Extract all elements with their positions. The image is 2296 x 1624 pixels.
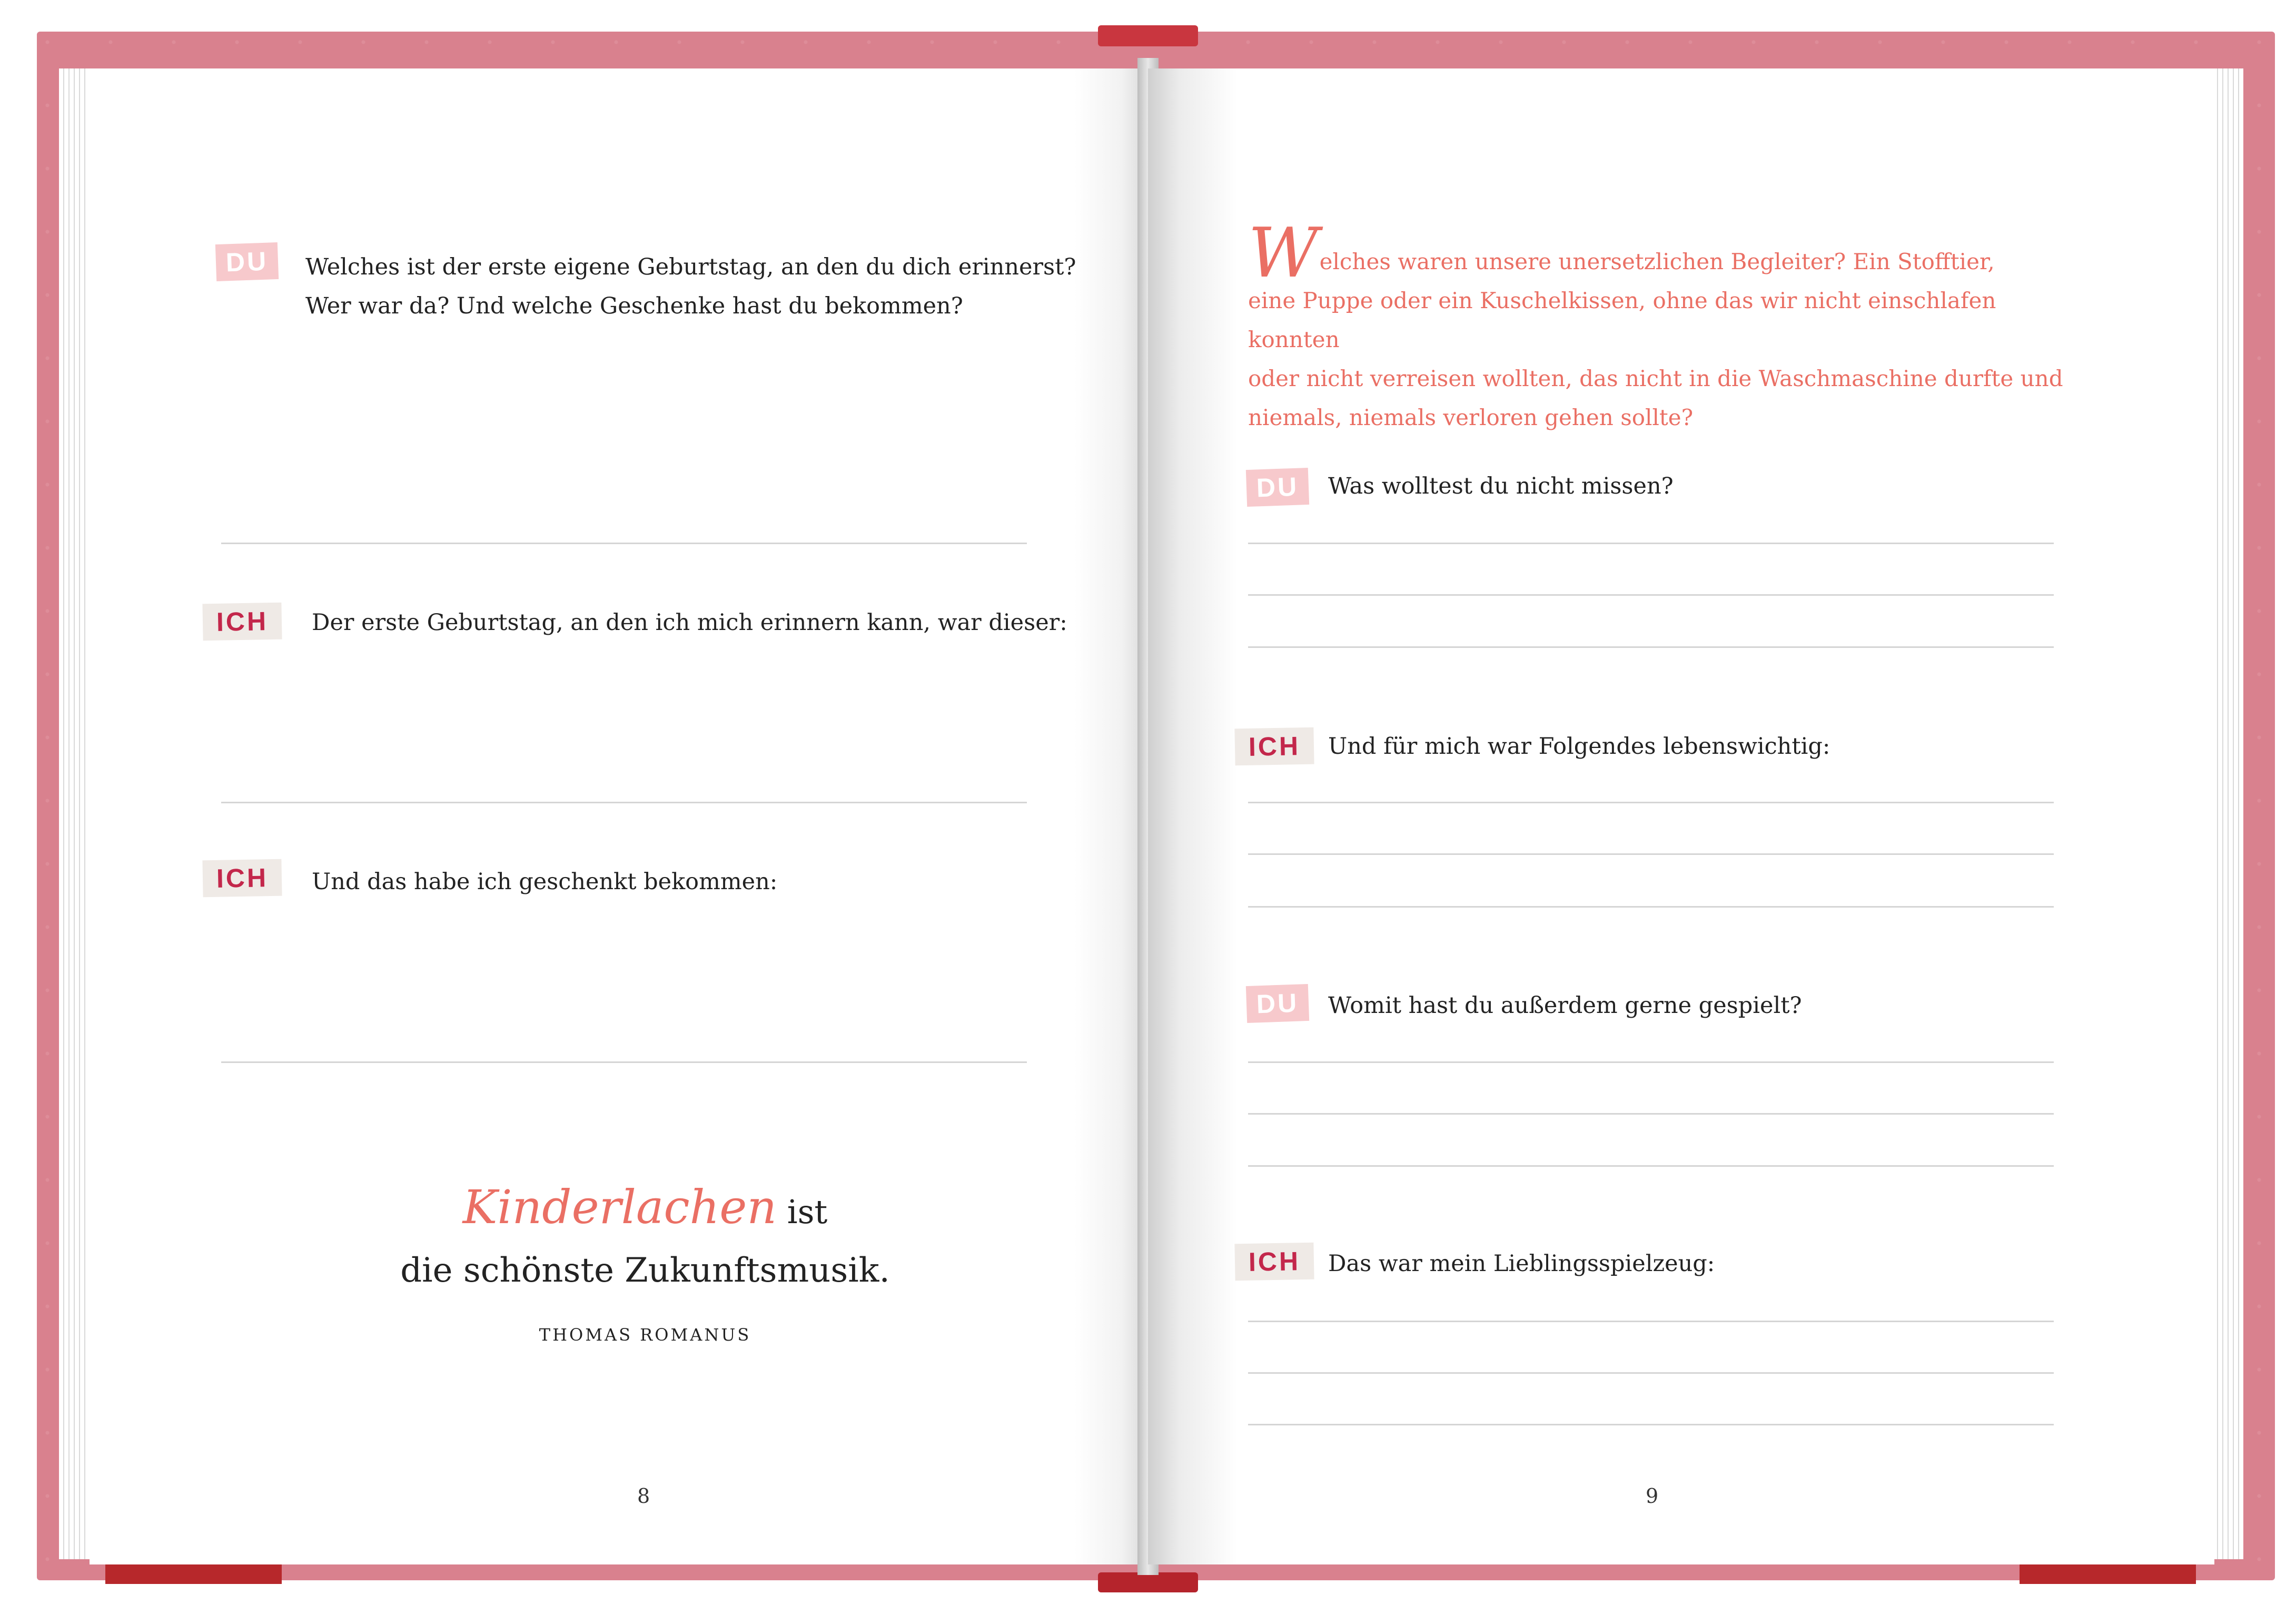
du-label: DU (1246, 984, 1309, 1023)
question-text: Womit hast du außerdem gerne gespielt? (1328, 992, 1802, 1019)
answer-line[interactable] (1248, 543, 2054, 544)
ich-label: ICH (1234, 727, 1314, 766)
answer-line[interactable] (1248, 1321, 2054, 1322)
answer-line[interactable] (1248, 802, 2054, 803)
answer-line[interactable] (1248, 1061, 2054, 1063)
answer-line[interactable] (1248, 853, 2054, 855)
du-label: DU (1246, 468, 1309, 507)
question-text: Welches ist der erste eigene Geburtstag, an den du dich erinnerst? (305, 254, 1076, 280)
answer-line[interactable] (1248, 646, 2054, 648)
intro-line-1 (1248, 213, 2070, 293)
answer-line[interactable] (221, 802, 1027, 803)
intro-line: oder nicht verreisen wollten, das nicht in die Waschmaschine durfte und (1248, 366, 2063, 391)
quote-author: THOMAS ROMANUS (539, 1325, 751, 1345)
du-label: DU (215, 242, 279, 281)
question-text: Und für mich war Folgendes lebenswichtig: (1328, 733, 1830, 760)
intro-line: eine Puppe oder ein Kuschelkissen, ohne das wir nicht einschlafen konnten (1248, 288, 1996, 352)
question-text: Wer war da? Und welche Geschenke hast du bekommen? (305, 293, 963, 319)
headband (1098, 25, 1198, 46)
question-text: Und das habe ich geschenkt bekommen: (312, 869, 778, 895)
page-number-left: 8 (637, 1484, 650, 1508)
answer-line[interactable] (1248, 594, 2054, 596)
ich-label: ICH (202, 859, 282, 898)
answer-line[interactable] (1248, 1424, 2054, 1425)
answer-line[interactable] (221, 1061, 1027, 1063)
quote-script-word: Kinderlachen (462, 1180, 777, 1234)
answer-line[interactable] (1248, 1372, 2054, 1374)
tailband (1098, 1572, 1198, 1592)
question-text: Der erste Geburtstag, an den ich mich erinnern kann, war dieser: (312, 609, 1067, 636)
question-text: Das war mein Lieblingsspielzeug: (1328, 1251, 1715, 1277)
intro-paragraph (1248, 213, 2070, 437)
question-text: Was wolltest du nicht missen? (1328, 473, 1674, 499)
page-number-right: 9 (1646, 1484, 1659, 1508)
quote-line-2: die schönste Zukunftsmusik. (400, 1251, 890, 1290)
answer-line[interactable] (1248, 906, 2054, 908)
ich-label: ICH (202, 603, 282, 641)
intro-line: niemals, niemals verloren gehen sollte? (1248, 405, 1694, 430)
intro-first-rest: elches waren unsere unersetzlichen Begleiter? Ein Stofftier, (1319, 249, 1995, 274)
intro-initial: W (1248, 213, 1319, 293)
quote-line-1 (316, 1180, 974, 1234)
ich-label: ICH (1234, 1243, 1314, 1281)
answer-line[interactable] (1248, 1113, 2054, 1115)
answer-line[interactable] (221, 543, 1027, 544)
ribbon-right (2020, 1562, 2196, 1584)
answer-line[interactable] (1248, 1165, 2054, 1167)
ribbon-left (105, 1562, 282, 1584)
quote-line-1-rest: ist (787, 1193, 828, 1231)
